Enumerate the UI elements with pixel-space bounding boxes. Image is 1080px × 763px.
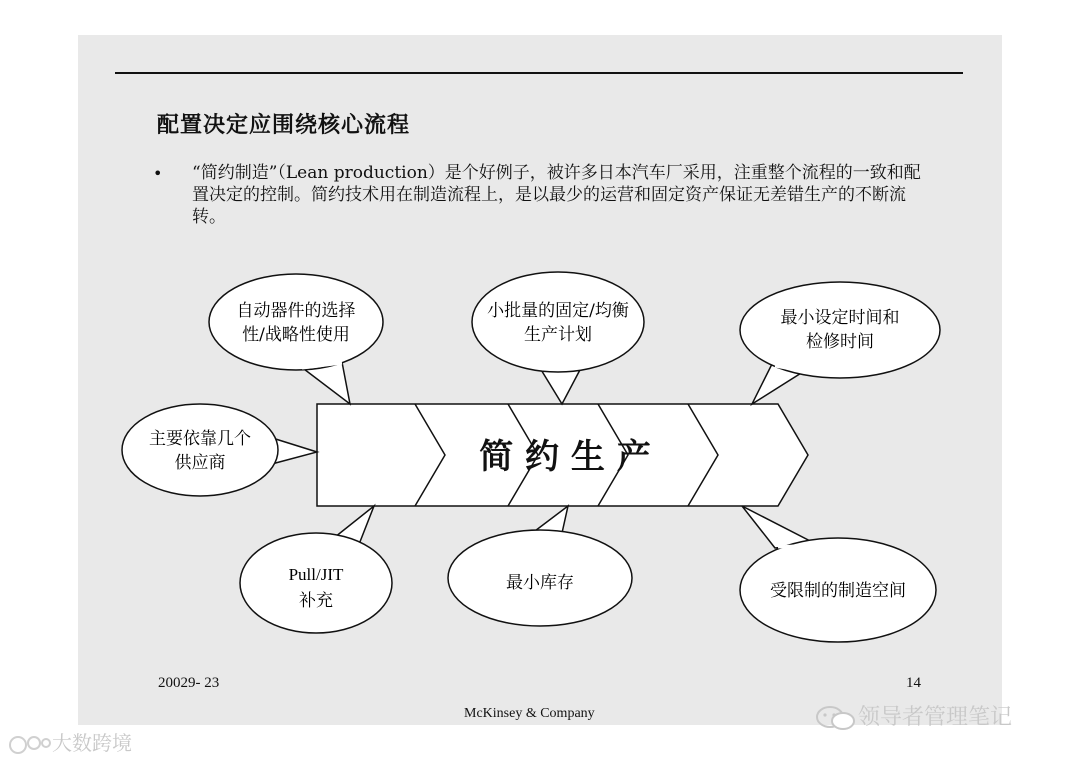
wechat-icon [814,704,858,732]
center-label: 简 约 生 产 [479,437,651,477]
bubble-text: 检修时间 [806,332,874,352]
footer-company: McKinsey & Company [464,706,595,721]
bubble-small-batch-planning [472,272,644,404]
watermark-left [8,727,132,756]
watermark-left-logo-icon [8,734,52,756]
bullet-marker: • [153,164,163,183]
bubble-few-suppliers [122,404,317,496]
watermark-right-text: 领导者管理笔记 [858,705,1013,730]
bubble-text: 主要依靠几个 [149,429,251,449]
watermark-right [814,700,1012,732]
bubble-text: 小批量的固定/均衡 [487,301,629,321]
bubble-text: 最小设定时间和 [780,308,900,328]
bubble-text: 自动器件的选择 [236,301,356,321]
bubble-text: Pull/JIT [288,565,344,584]
bullet-text: “简约制造”（Lean production）是个好例子，被许多日本汽车厂采用，注重整个流程的一致和配置决定的控制。简约技术用在制造流程上，是以最少的运营和固定资产保证无差错生产的不断流转。 [192,163,921,227]
bubble-limited-space [740,506,936,642]
bubble-text: 补充 [299,591,333,611]
bubble-text: 受限制的制造空间 [770,581,906,601]
bubble-component-selection [209,274,383,404]
bubble-setup-time [740,282,940,404]
slide-title: 配置决定应围绕核心流程 [157,113,411,138]
bubble-text: 生产计划 [524,325,592,345]
bubble-pull-jit [240,506,392,633]
bubble-text: 性/战略性使用 [242,325,350,345]
bubble-text: 最小库存 [506,573,574,593]
footer-page-number: 14 [906,675,921,691]
bubble-text: 供应商 [174,453,226,473]
bubble-minimal-inventory [448,506,632,626]
footer-date: 20029- 23 [158,675,220,691]
watermark-left-text: 大数跨境 [52,731,132,755]
